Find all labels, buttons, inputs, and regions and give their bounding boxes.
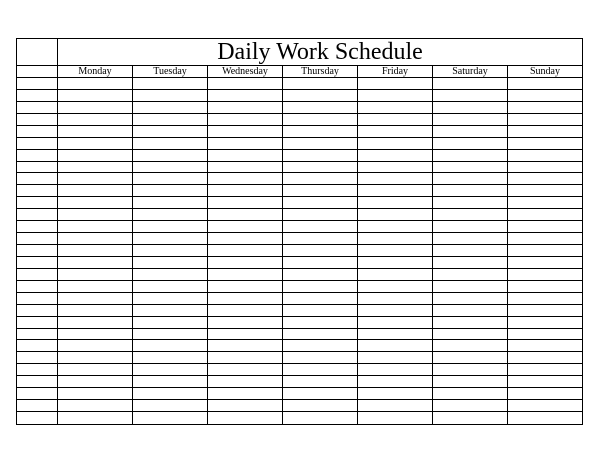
schedule-cell <box>208 257 283 268</box>
schedule-cell <box>208 305 283 316</box>
schedule-cell <box>283 102 358 113</box>
schedule-cell <box>433 305 508 316</box>
schedule-cell <box>358 245 433 256</box>
schedule-cell <box>283 388 358 399</box>
time-slot-cell <box>17 388 58 399</box>
schedule-cell <box>283 221 358 232</box>
schedule-cell <box>508 90 582 101</box>
schedule-row <box>17 293 582 305</box>
schedule-cell <box>508 221 582 232</box>
schedule-cell <box>208 352 283 363</box>
schedule-cell <box>433 102 508 113</box>
schedule-cell <box>358 400 433 411</box>
schedule-cell <box>358 150 433 161</box>
schedule-cell <box>208 185 283 196</box>
time-slot-cell <box>17 90 58 101</box>
schedule-cell <box>58 388 133 399</box>
schedule-row <box>17 185 582 197</box>
schedule-cell <box>433 245 508 256</box>
schedule-cell <box>133 78 208 89</box>
time-slot-cell <box>17 352 58 363</box>
schedule-cell <box>58 352 133 363</box>
schedule-cell <box>58 340 133 351</box>
schedule-cell <box>133 173 208 184</box>
schedule-cell <box>208 412 283 424</box>
schedule-cell <box>208 281 283 292</box>
schedule-row <box>17 281 582 293</box>
schedule-cell <box>508 233 582 244</box>
time-slot-cell <box>17 376 58 387</box>
schedule-row <box>17 126 582 138</box>
day-header-thursday: Thursday <box>283 66 358 77</box>
schedule-cell <box>133 114 208 125</box>
schedule-cell <box>358 90 433 101</box>
schedule-cell <box>283 245 358 256</box>
schedule-row <box>17 102 582 114</box>
schedule-cell <box>358 185 433 196</box>
schedule-cell <box>358 257 433 268</box>
schedule-cell <box>58 245 133 256</box>
schedule-cell <box>133 209 208 220</box>
schedule-cell <box>133 317 208 328</box>
schedule-row <box>17 197 582 209</box>
schedule-cell <box>133 233 208 244</box>
schedule-cell <box>208 173 283 184</box>
schedule-cell <box>133 138 208 149</box>
schedule-cell <box>283 114 358 125</box>
schedule-cell <box>283 376 358 387</box>
time-slot-cell <box>17 293 58 304</box>
schedule-row <box>17 352 582 364</box>
schedule-cell <box>208 293 283 304</box>
schedule-cell <box>508 138 582 149</box>
schedule-cell <box>208 197 283 208</box>
schedule-cell <box>58 221 133 232</box>
row-label-header-cell <box>17 66 58 77</box>
schedule-cell <box>58 233 133 244</box>
schedule-cell <box>433 376 508 387</box>
day-header-saturday: Saturday <box>433 66 508 77</box>
schedule-cell <box>208 221 283 232</box>
schedule-cell <box>358 114 433 125</box>
schedule-row <box>17 376 582 388</box>
schedule-cell <box>508 305 582 316</box>
schedule-cell <box>58 269 133 280</box>
schedule-cell <box>358 162 433 173</box>
time-slot-cell <box>17 138 58 149</box>
schedule-cell <box>208 388 283 399</box>
schedule-cell <box>508 102 582 113</box>
schedule-cell <box>283 305 358 316</box>
schedule-cell <box>133 388 208 399</box>
schedule-row <box>17 138 582 150</box>
time-slot-cell <box>17 269 58 280</box>
schedule-cell <box>208 329 283 340</box>
schedule-cell <box>208 340 283 351</box>
schedule-cell <box>283 257 358 268</box>
schedule-cell <box>133 126 208 137</box>
schedule-cell <box>433 138 508 149</box>
schedule-cell <box>283 329 358 340</box>
schedule-row <box>17 245 582 257</box>
schedule-cell <box>283 293 358 304</box>
schedule-cell <box>133 400 208 411</box>
time-slot-cell <box>17 329 58 340</box>
time-slot-cell <box>17 233 58 244</box>
schedule-cell <box>208 114 283 125</box>
schedule-cell <box>433 185 508 196</box>
schedule-cell <box>208 126 283 137</box>
schedule-cell <box>133 352 208 363</box>
schedule-cell <box>433 269 508 280</box>
schedule-cell <box>58 329 133 340</box>
schedule-cell <box>358 376 433 387</box>
schedule-row <box>17 221 582 233</box>
schedule-cell <box>433 221 508 232</box>
schedule-cell <box>283 352 358 363</box>
day-header-sunday: Sunday <box>530 66 560 77</box>
schedule-cell <box>508 388 582 399</box>
schedule-cell <box>358 305 433 316</box>
schedule-cell <box>433 197 508 208</box>
schedule-row <box>17 78 582 90</box>
schedule-cell <box>133 329 208 340</box>
schedule-cell <box>283 281 358 292</box>
time-slot-cell <box>17 126 58 137</box>
schedule-cell <box>508 400 582 411</box>
schedule-row <box>17 305 582 317</box>
schedule-cell <box>508 340 582 351</box>
schedule-cell <box>133 197 208 208</box>
schedule-cell <box>283 269 358 280</box>
schedule-row <box>17 329 582 341</box>
schedule-cell <box>58 412 133 424</box>
schedule-row <box>17 257 582 269</box>
schedule-cell <box>208 209 283 220</box>
schedule-row <box>17 90 582 102</box>
schedule-title: Daily Work Schedule <box>58 39 582 66</box>
time-slot-cell <box>17 150 58 161</box>
day-header-wednesday: Wednesday <box>208 66 283 77</box>
schedule-cell <box>283 90 358 101</box>
schedule-cell <box>58 209 133 220</box>
schedule-cell <box>58 281 133 292</box>
schedule-cell <box>358 412 433 424</box>
schedule-cell <box>208 102 283 113</box>
schedule-sheet <box>16 38 583 425</box>
schedule-cell <box>58 78 133 89</box>
schedule-cell <box>433 114 508 125</box>
schedule-cell <box>433 78 508 89</box>
schedule-cell <box>508 114 582 125</box>
schedule-row <box>17 340 582 352</box>
schedule-row <box>17 114 582 126</box>
schedule-cell <box>208 162 283 173</box>
schedule-cell <box>208 376 283 387</box>
schedule-cell <box>433 293 508 304</box>
schedule-cell <box>283 209 358 220</box>
schedule-cell <box>283 233 358 244</box>
schedule-cell <box>133 150 208 161</box>
schedule-row <box>17 317 582 329</box>
schedule-cell <box>133 281 208 292</box>
schedule-cell <box>433 281 508 292</box>
schedule-cell <box>283 138 358 149</box>
schedule-cell <box>358 197 433 208</box>
schedule-cell <box>283 364 358 375</box>
time-slot-cell <box>17 102 58 113</box>
schedule-cell <box>133 269 208 280</box>
schedule-cell <box>208 150 283 161</box>
schedule-cell <box>133 185 208 196</box>
schedule-cell <box>58 114 133 125</box>
schedule-cell <box>508 293 582 304</box>
schedule-cell <box>133 257 208 268</box>
schedule-cell <box>433 90 508 101</box>
schedule-cell <box>283 78 358 89</box>
schedule-cell <box>283 412 358 424</box>
schedule-cell <box>58 173 133 184</box>
schedule-cell <box>283 317 358 328</box>
schedule-cell <box>283 197 358 208</box>
schedule-cell <box>208 269 283 280</box>
schedule-cell <box>133 340 208 351</box>
schedule-cell <box>58 197 133 208</box>
schedule-cell <box>358 340 433 351</box>
schedule-cell <box>433 233 508 244</box>
schedule-row <box>17 209 582 221</box>
schedule-grid <box>17 78 582 424</box>
schedule-cell <box>58 185 133 196</box>
schedule-cell <box>208 317 283 328</box>
schedule-row <box>17 233 582 245</box>
schedule-cell <box>58 317 133 328</box>
schedule-cell <box>208 400 283 411</box>
schedule-cell <box>208 245 283 256</box>
schedule-cell <box>283 150 358 161</box>
schedule-cell <box>208 364 283 375</box>
schedule-cell <box>433 257 508 268</box>
time-slot-cell <box>17 221 58 232</box>
schedule-cell <box>133 245 208 256</box>
schedule-row <box>17 412 582 424</box>
day-header-tuesday: Tuesday <box>133 66 208 77</box>
schedule-row <box>17 269 582 281</box>
time-slot-cell <box>17 185 58 196</box>
day-header-friday: Friday <box>358 66 433 77</box>
schedule-cell <box>508 185 582 196</box>
time-slot-cell <box>17 412 58 424</box>
schedule-cell <box>508 329 582 340</box>
schedule-cell <box>358 233 433 244</box>
schedule-cell <box>508 352 582 363</box>
schedule-cell <box>358 364 433 375</box>
schedule-row <box>17 162 582 174</box>
time-slot-cell <box>17 281 58 292</box>
schedule-cell <box>433 412 508 424</box>
day-header-monday: Monday <box>58 66 133 77</box>
schedule-cell <box>508 317 582 328</box>
schedule-cell <box>58 305 133 316</box>
schedule-cell <box>508 245 582 256</box>
time-slot-cell <box>17 114 58 125</box>
schedule-cell <box>433 388 508 399</box>
schedule-cell <box>358 138 433 149</box>
schedule-cell <box>433 126 508 137</box>
schedule-cell <box>133 221 208 232</box>
schedule-row <box>17 173 582 185</box>
schedule-cell <box>358 329 433 340</box>
corner-cell <box>17 39 58 66</box>
schedule-cell <box>508 173 582 184</box>
schedule-cell <box>58 364 133 375</box>
schedule-cell <box>208 78 283 89</box>
schedule-cell <box>133 412 208 424</box>
schedule-cell <box>358 388 433 399</box>
schedule-cell <box>283 162 358 173</box>
schedule-cell <box>58 400 133 411</box>
schedule-cell <box>133 102 208 113</box>
schedule-row <box>17 150 582 162</box>
schedule-cell <box>358 352 433 363</box>
time-slot-cell <box>17 245 58 256</box>
schedule-cell <box>283 173 358 184</box>
time-slot-cell <box>17 173 58 184</box>
schedule-cell <box>358 78 433 89</box>
schedule-row <box>17 388 582 400</box>
schedule-cell <box>58 257 133 268</box>
schedule-row <box>17 400 582 412</box>
schedule-cell <box>58 138 133 149</box>
schedule-cell <box>133 90 208 101</box>
schedule-cell <box>58 376 133 387</box>
schedule-cell <box>358 102 433 113</box>
time-slot-cell <box>17 162 58 173</box>
schedule-cell <box>283 126 358 137</box>
schedule-cell <box>133 364 208 375</box>
schedule-cell <box>508 281 582 292</box>
schedule-cell <box>358 126 433 137</box>
schedule-cell <box>283 400 358 411</box>
time-slot-cell <box>17 400 58 411</box>
schedule-cell <box>508 376 582 387</box>
schedule-cell <box>508 78 582 89</box>
schedule-cell <box>58 162 133 173</box>
schedule-cell <box>358 221 433 232</box>
schedule-cell <box>433 209 508 220</box>
schedule-cell <box>58 293 133 304</box>
schedule-cell <box>283 185 358 196</box>
time-slot-cell <box>17 364 58 375</box>
schedule-cell <box>508 257 582 268</box>
schedule-cell <box>433 317 508 328</box>
schedule-cell <box>433 352 508 363</box>
schedule-cell <box>358 173 433 184</box>
schedule-cell <box>58 90 133 101</box>
schedule-cell <box>133 376 208 387</box>
schedule-cell <box>58 126 133 137</box>
time-slot-cell <box>17 209 58 220</box>
schedule-cell <box>358 317 433 328</box>
schedule-cell <box>433 150 508 161</box>
schedule-cell <box>433 340 508 351</box>
schedule-cell <box>433 364 508 375</box>
day-header-row <box>17 66 582 78</box>
schedule-cell <box>58 102 133 113</box>
schedule-cell <box>433 329 508 340</box>
schedule-cell <box>508 269 582 280</box>
schedule-cell <box>508 209 582 220</box>
time-slot-cell <box>17 317 58 328</box>
schedule-cell <box>508 364 582 375</box>
schedule-cell <box>58 150 133 161</box>
schedule-cell <box>508 126 582 137</box>
schedule-cell <box>358 269 433 280</box>
schedule-cell <box>508 197 582 208</box>
schedule-cell <box>133 293 208 304</box>
schedule-cell <box>208 90 283 101</box>
schedule-cell <box>208 138 283 149</box>
schedule-cell <box>133 162 208 173</box>
time-slot-cell <box>17 197 58 208</box>
schedule-cell <box>358 281 433 292</box>
schedule-cell <box>508 412 582 424</box>
time-slot-cell <box>17 340 58 351</box>
schedule-cell <box>433 162 508 173</box>
schedule-cell <box>508 162 582 173</box>
schedule-cell <box>358 293 433 304</box>
schedule-cell <box>358 209 433 220</box>
schedule-cell <box>433 173 508 184</box>
schedule-cell <box>508 150 582 161</box>
schedule-cell <box>433 400 508 411</box>
schedule-row <box>17 364 582 376</box>
time-slot-cell <box>17 257 58 268</box>
schedule-cell <box>208 233 283 244</box>
schedule-cell <box>133 305 208 316</box>
time-slot-cell <box>17 305 58 316</box>
schedule-cell <box>283 340 358 351</box>
time-slot-cell <box>17 78 58 89</box>
